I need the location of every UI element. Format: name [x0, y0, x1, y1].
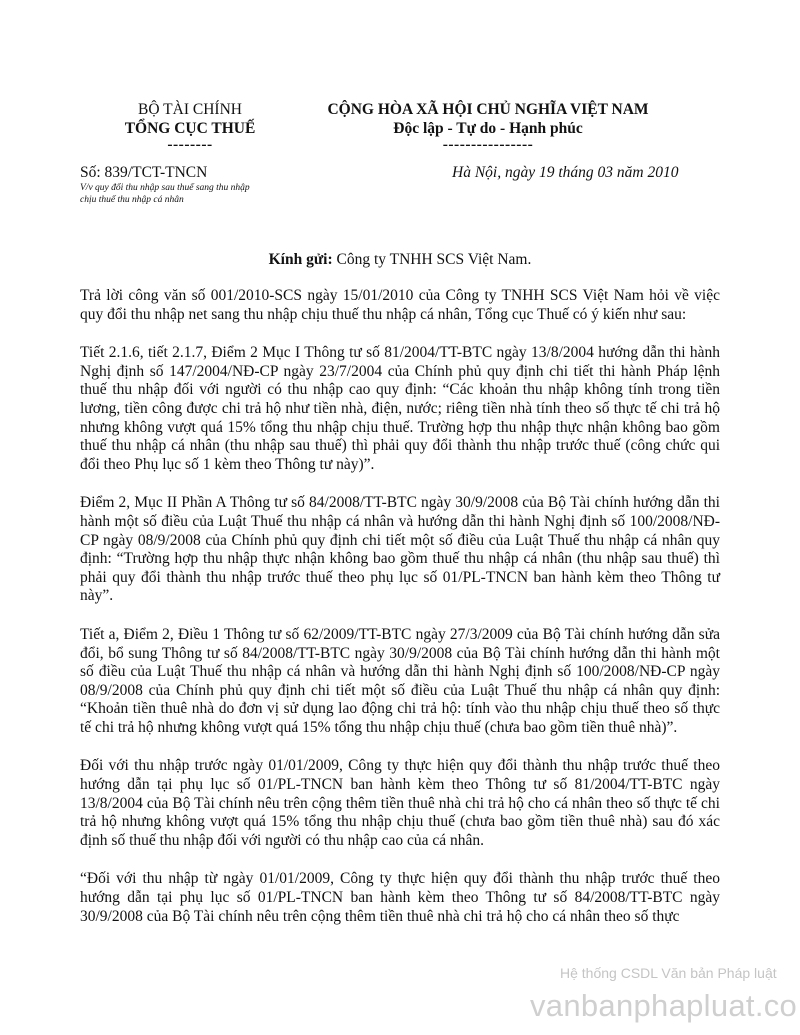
paragraph: Điểm 2, Mục II Phần A Thông tư số 84/2008/TT-BTC ngày 30/9/2008 của Bộ Tài chính hướng dẫn thi hành một số điều của Luật Thuế thu nhập cá nhân và hướng dẫn thi hành Nghị định số 100/2008/NĐ-CP ngày 08/9/2008 của Chính phủ quy định chi tiết một số điều của Luật Thuế thu nhập cá nhân quy định: “Trường hợp thu nhập thực nhận không bao gồm thuế thu nhập cá nhân (thu nhập sau thuế) thì phải quy đổi thành thu nhập trước thuế theo phụ lục số 01/PL-TNCN ban hành kèm theo Thông tư này”.: [80, 494, 720, 605]
nation-title: CỘNG HÒA XÃ HỘI CHỦ NGHĨA VIỆT NAM: [327, 101, 649, 118]
issuer-divider: --------: [167, 136, 213, 153]
issue-date: Hà Nội, ngày 19 tháng 03 năm 2010: [452, 164, 679, 181]
paragraph: Đối với thu nhập trước ngày 01/01/2009, Công ty thực hiện quy đổi thành thu nhập trước thuế theo hướng dẫn tại phụ lục số 01/PL-TNCN ban hành kèm theo Thông tư số 81/2004/TT-BTC ngày 13/8/2004 của Bộ Tài chính nêu trên cộng thêm tiền thuê nhà chi trả hộ cho cá nhân theo số thực tế chi trả hộ nhưng không vượt quá 15% tổng thu nhập chịu thuế (chưa bao gồm tiền thuê nhà) sau đó xác định số thuế thu nhập đối với người có thu nhập cao của cá nhân.: [80, 757, 720, 849]
document-body: [80, 287, 720, 946]
paragraph: Tiết 2.1.6, tiết 2.1.7, Điểm 2 Mục I Thông tư số 81/2004/TT-BTC ngày 13/8/2004 hướng dẫn thi hành Nghị định số 147/2004/NĐ-CP ngày 23/7/2004 của Chính phủ quy định chi tiết thi hành Pháp lệnh thuế thu nhập đối với người có thu nhập cao quy định: “Các khoản thu nhập không tính trong tiền lương, tiền công được chi trả hộ như tiền nhà, điện, nước; riêng tiền nhà tính theo số thực tế chi trả hộ nhưng không vượt quá 15% tổng thu nhập chịu thuế. Trường hợp thu nhập thực nhận không bao gồm thuế thu nhập cá nhân (thu nhập sau thuế) thì phải quy đổi thành thu nhập trước thuế (công chức qui đổi theo Phụ lục số 1 kèm theo Thông tư này)”.: [80, 344, 720, 473]
issuer-block: [80, 100, 300, 152]
subject-line-2: chịu thuế thu nhập cá nhân: [80, 195, 184, 205]
motto-divider: ----------------: [442, 136, 534, 153]
recipient-line: [0, 251, 800, 269]
subject-summary: [80, 182, 310, 206]
motto: Độc lập - Tự do - Hạnh phúc: [393, 120, 583, 137]
paragraph: Tiết a, Điểm 2, Điều 1 Thông tư số 62/2009/TT-BTC ngày 27/3/2009 của Bộ Tài chính hướng dẫn sửa đổi, bổ sung Thông tư số 84/2008/TT-BTC ngày 30/9/2008 của Bộ Tài chính hướng dẫn thi hành một số điều của Luật Thuế thu nhập cá nhân và hướng dẫn thi hành Nghị định số 100/2008/NĐ-CP ngày 08/9/2008 của Chính phủ quy định chi tiết một số điều của Luật Thuế thu nhập cá nhân quy định: “Khoản tiền thuê nhà do đơn vị sử dụng lao động chi trả hộ: tính vào thu nhập chịu thuế theo số thực tế chi trả hộ nhưng không vượt quá 15% tổng thu nhập chịu thuế (chưa bao gồm tiền thuê nhà)”.: [80, 625, 720, 736]
watermark-caption: Hệ thống CSDL Văn bản Pháp luật: [560, 965, 777, 981]
watermark-site: vanbanphapluat.co: [530, 988, 798, 1023]
paragraph: “Đối với thu nhập từ ngày 01/01/2009, Công ty thực hiện quy đổi thành thu nhập trước thuế theo hướng dẫn tại phụ lục số 01/PL-TNCN ban hành kèm theo Thông tư số 84/2008/TT-BTC ngày 30/9/2008 của Bộ Tài chính nêu trên cộng thêm tiền thuê nhà chi trả hộ cho cá nhân theo số thực: [80, 870, 720, 925]
recipient-name: Công ty TNHH SCS Việt Nam.: [336, 251, 532, 268]
ministry-name: BỘ TÀI CHÍNH: [138, 101, 242, 118]
national-heading: [318, 100, 658, 152]
document-number: Số: 839/TCT-TNCN: [80, 164, 208, 181]
subject-line-1: V/v quy đổi thu nhập sau thuế sang thu nhập: [80, 183, 250, 193]
recipient-label: Kính gửi:: [268, 251, 333, 268]
department-name: TỔNG CỤC THUẾ: [124, 120, 256, 137]
paragraph: Trả lời công văn số 001/2010-SCS ngày 15/01/2010 của Công ty TNHH SCS Việt Nam hỏi về việc quy đổi thu nhập net sang thu nhập chịu thuế thu nhập cá nhân, Tổng cục Thuế có ý kiến như sau:: [80, 287, 720, 323]
